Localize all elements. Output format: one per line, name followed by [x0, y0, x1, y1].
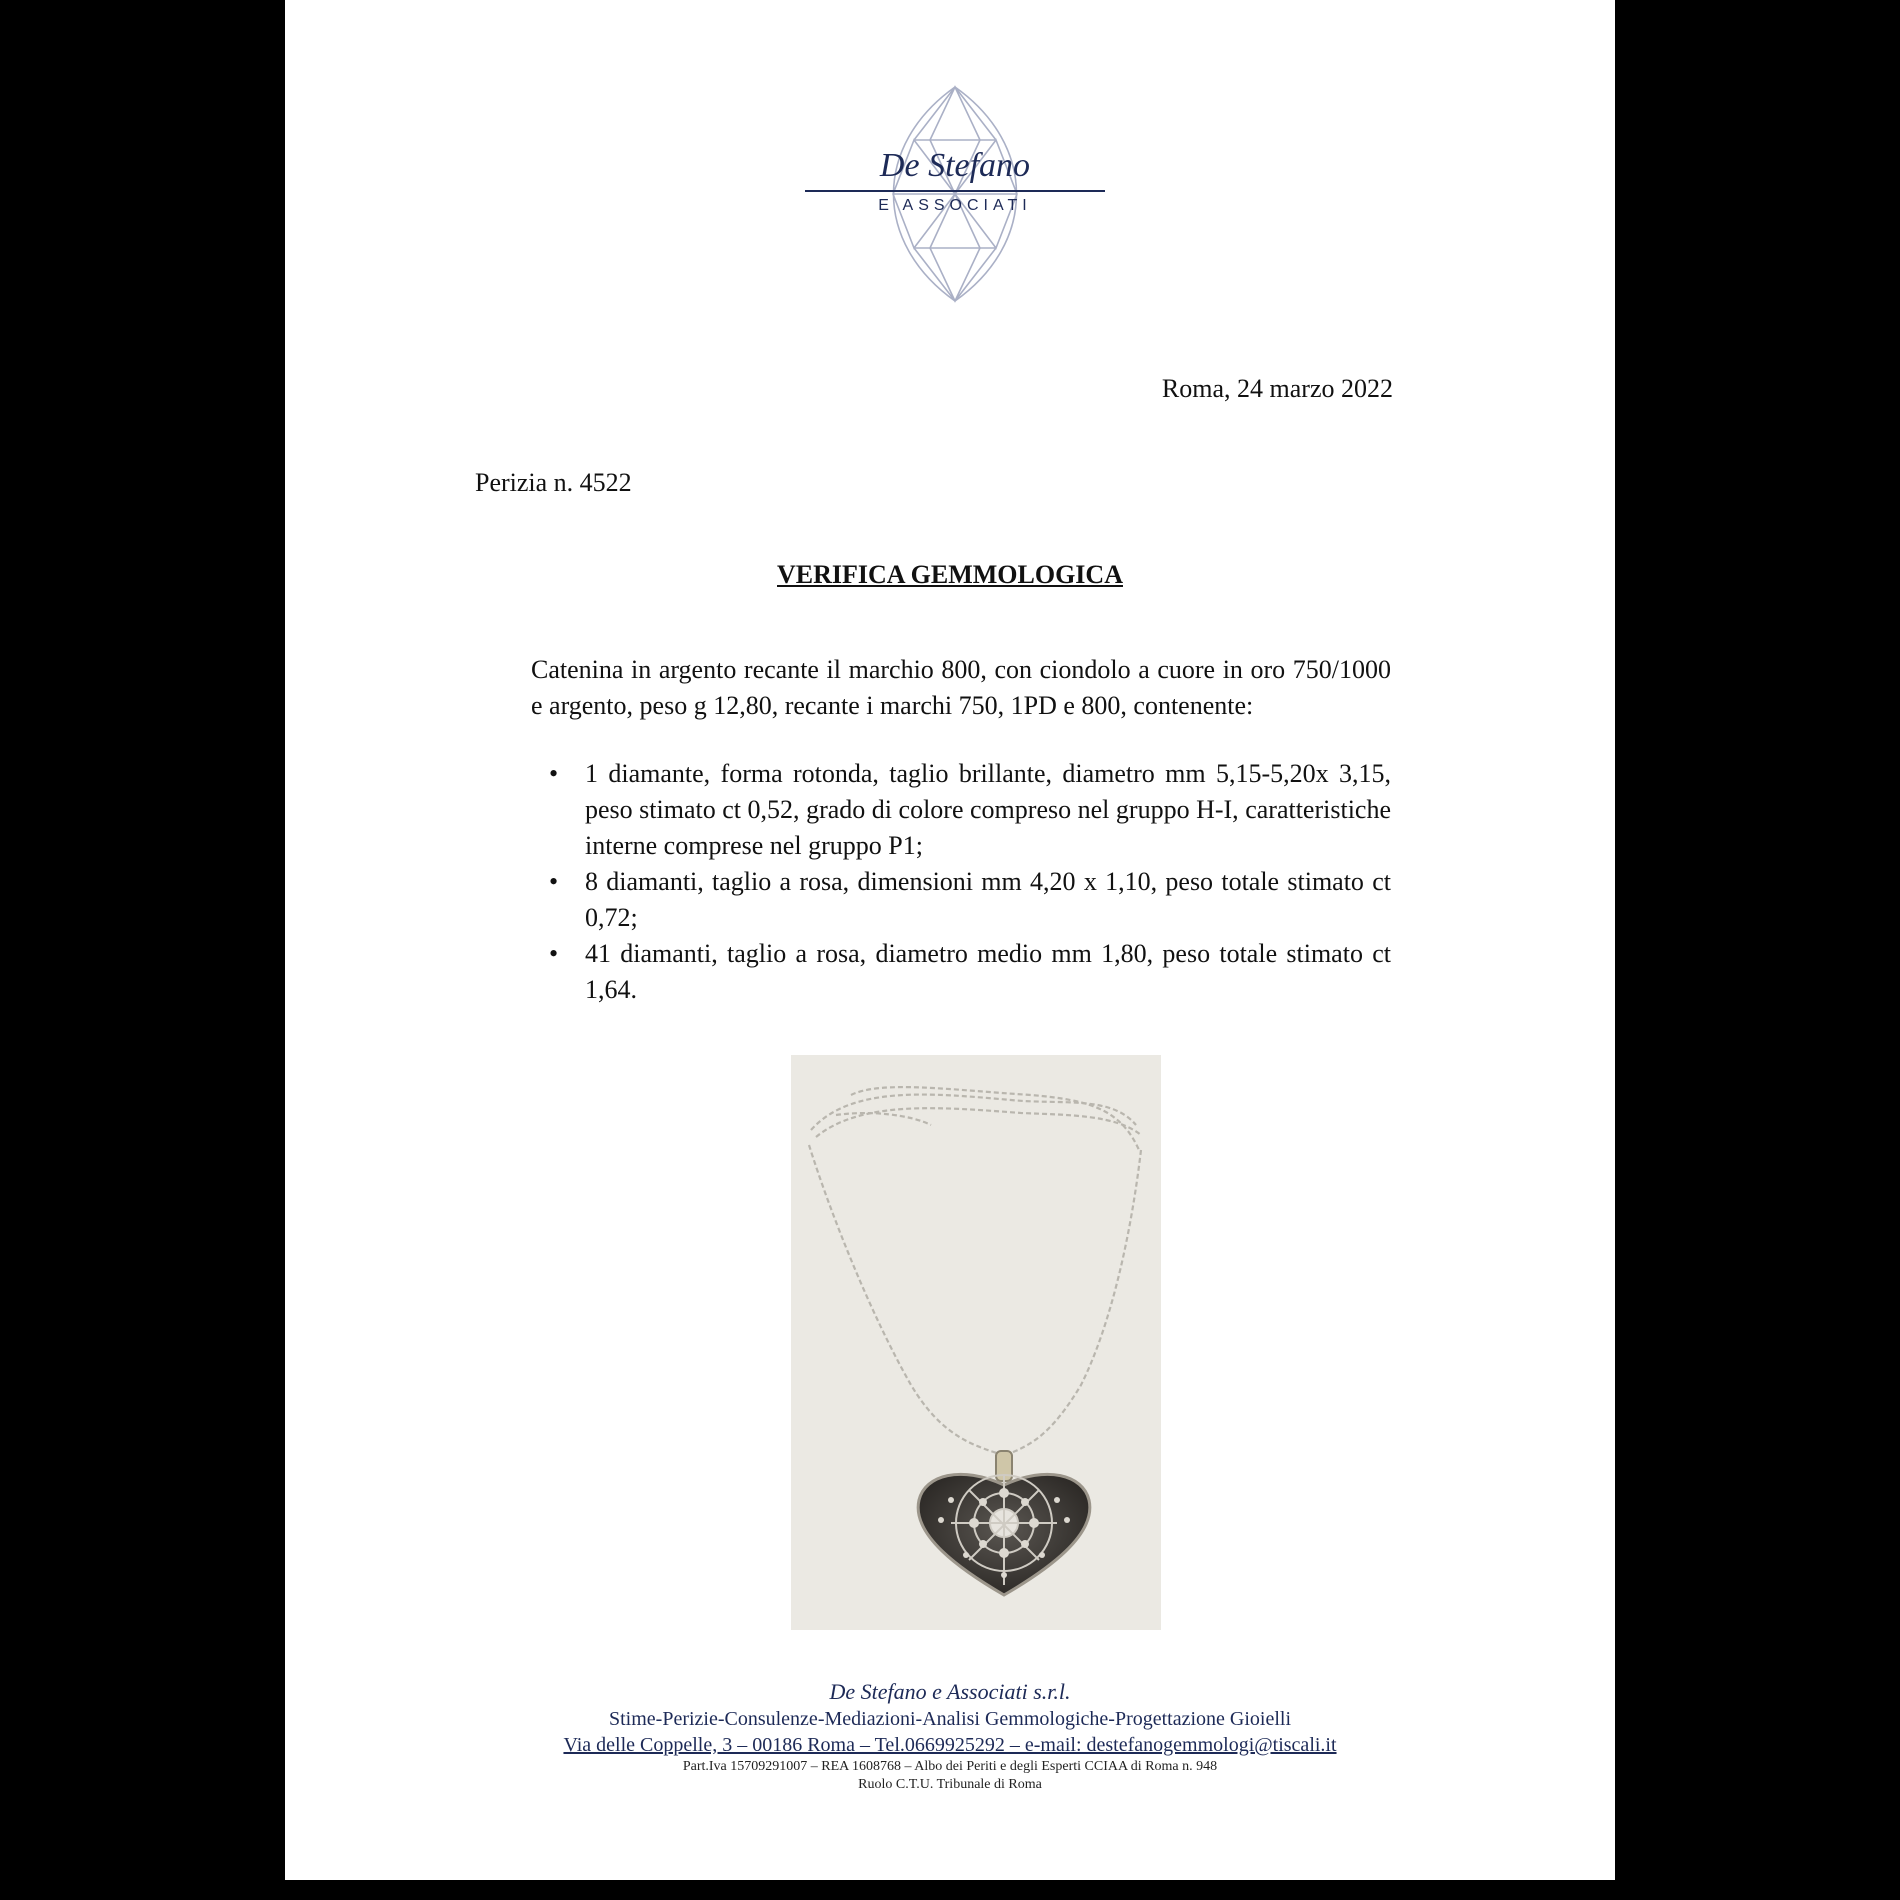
marquise-diamond-icon — [805, 85, 1105, 303]
footer-services: Stime-Perizie-Consulenze-Mediazioni-Analisi Gemmologiche-Progettazione Gioielli — [608, 1708, 1292, 1730]
brand-name: De Stefano — [879, 147, 1031, 184]
stone-description: 8 diamanti, taglio a rosa, dimensioni mm 4,20 x 1,10, peso totale stimato ct 0,72; — [585, 867, 1391, 932]
page-footer — [285, 1678, 1615, 1794]
list-item — [531, 864, 1391, 936]
bullet-icon: • — [549, 939, 559, 968]
document-date: Roma, 24 marzo 2022 — [1161, 374, 1393, 403]
list-item — [531, 756, 1391, 864]
bullet-icon: • — [549, 759, 559, 788]
footer-company: De Stefano e Associati s.r.l. — [829, 1679, 1071, 1704]
necklace-photo — [791, 1055, 1161, 1630]
item-description: Catenina in argento recante il marchio 800, con ciondolo a cuore in oro 750/1000 e argento, peso g 12,80, recante i marchi 750, 1PD e 800, contenente: — [531, 655, 1391, 720]
list-item — [531, 936, 1391, 1008]
heart-pendant-icon — [918, 1474, 1090, 1595]
appraisal-page — [285, 0, 1615, 1880]
bullet-icon: • — [549, 867, 559, 896]
stone-description: 41 diamanti, taglio a rosa, diametro medio mm 1,80, peso totale stimato ct 1,64. — [585, 939, 1391, 1004]
company-logo — [805, 85, 1105, 303]
appraisal-number: Perizia n. 4522 — [475, 468, 632, 497]
document-title: VERIFICA GEMMOLOGICA — [777, 560, 1123, 589]
footer-court: Ruolo C.T.U. Tribunale di Roma — [858, 1777, 1042, 1792]
footer-contact[interactable]: Via delle Coppelle, 3 – 00186 Roma – Tel.0669925292 – e-mail: destefanogemmologi@tiscali.it — [563, 1734, 1337, 1756]
stone-description: 1 diamante, forma rotonda, taglio brillante, diametro mm 5,15-5,20x 3,15, peso stimato ct 0,52, grado di colore compreso nel gruppo H-I, caratteristiche interne comprese nel gruppo P1; — [585, 759, 1391, 860]
brand-subtitle: E ASSOCIATI — [878, 197, 1032, 214]
footer-registry: Part.Iva 15709291007 – REA 1608768 – Albo dei Periti e degli Esperti CCIAA di Roma n. 948 — [682, 1759, 1218, 1774]
stone-list — [531, 756, 1391, 1008]
